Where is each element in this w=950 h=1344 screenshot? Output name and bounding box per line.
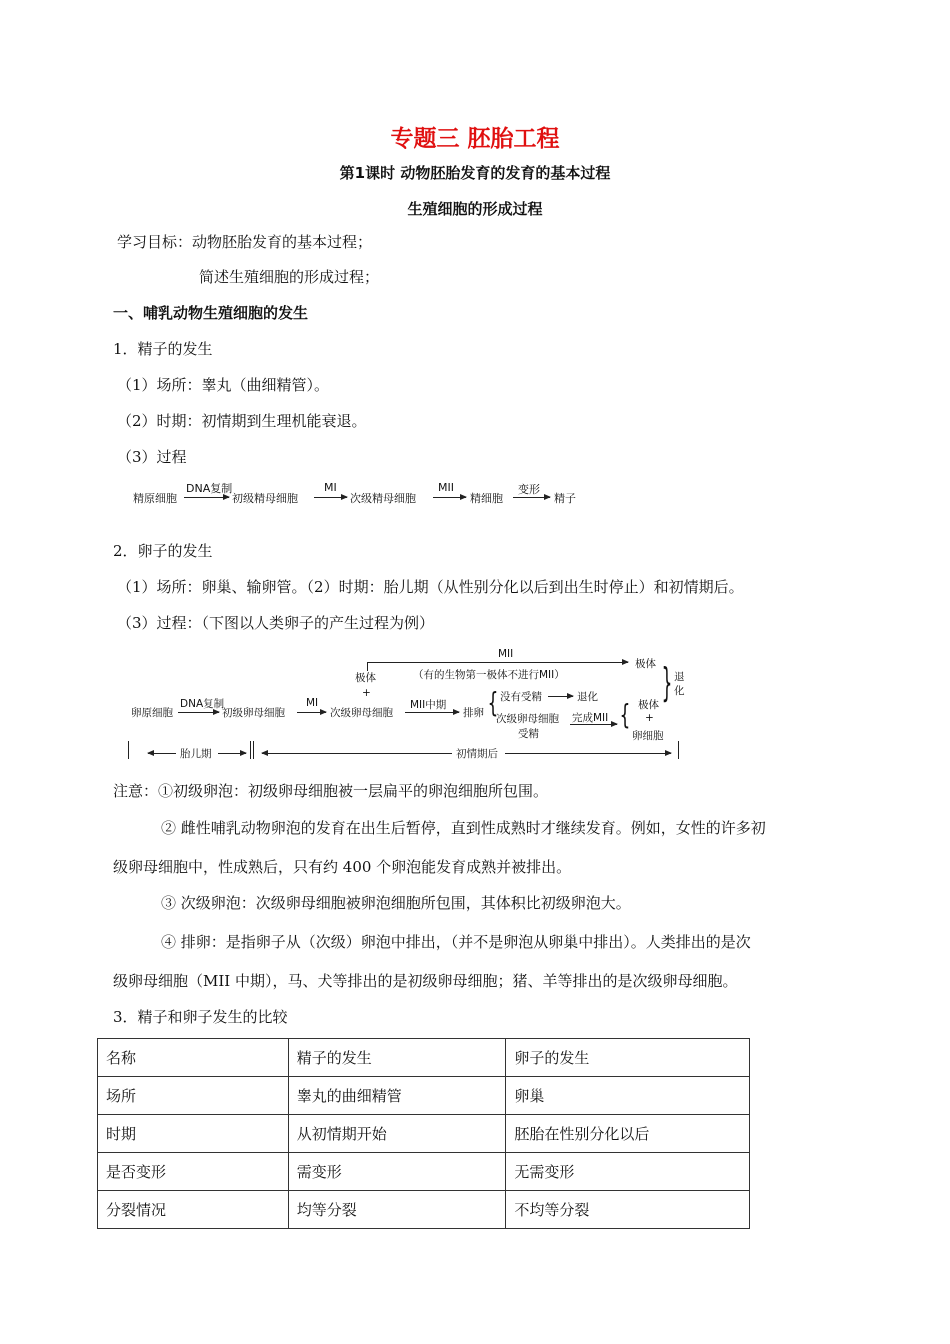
table-cell: 时期	[98, 1115, 289, 1153]
flow-node: 初级卵母细胞	[222, 707, 285, 719]
table-row	[98, 1153, 750, 1191]
flow-branch: 受精	[518, 728, 539, 740]
topic-title: 生殖细胞的形成过程	[407, 200, 543, 218]
table-cell: 睾丸的曲细精管	[288, 1077, 506, 1115]
objectives-line-1: 学习目标：动物胚胎发育的基本过程；	[117, 233, 373, 251]
timeline-arrow	[262, 753, 452, 754]
table-row	[98, 1039, 750, 1077]
sperm-process: （3）过程	[117, 448, 187, 466]
flow-node: 极体	[638, 699, 659, 711]
flow-plus: +	[362, 687, 371, 699]
table-cell: 名称	[98, 1039, 289, 1077]
flow-arrow	[548, 696, 573, 697]
timeline-tick	[128, 741, 129, 759]
timeline-puberty: 初情期后	[456, 748, 498, 760]
flow-arrow-label: MII	[438, 481, 454, 494]
flow-top-note: （有的生物第一极体不进行MII）	[413, 669, 565, 681]
note-2a: ② 雌性哺乳动物卵泡的发育在出生后暂停，直到性成熟时才继续发育。例如，女性的许多初	[161, 819, 766, 837]
flow-arrow-label: MII中期	[410, 699, 447, 711]
flow-node: 极体	[355, 672, 376, 684]
flow-degenerate-label: 退化	[674, 671, 685, 697]
flow-brace: {	[487, 686, 499, 719]
table-cell: 从初情期开始	[288, 1115, 506, 1153]
table-cell: 卵巢	[506, 1077, 750, 1115]
flow-arrow	[178, 712, 219, 713]
sperm-period: （2）时期：初情期到生理机能衰退。	[117, 412, 367, 430]
flow-arrow-label: MI	[306, 697, 319, 709]
note-2b: 级卵母细胞中，性成熟后，只有约 400 个卵泡能发育成熟并被排出。	[113, 858, 572, 876]
note-4a: ④ 排卵：是指卵子从（次级）卵泡中排出，（并不是卵泡从卵巢中排出）。人类排出的是次	[161, 933, 751, 951]
flow-arrow	[314, 497, 347, 498]
table-cell: 分裂情况	[98, 1191, 289, 1229]
page-title: 专题三 胚胎工程	[390, 126, 560, 152]
flow-node: 精原细胞	[133, 492, 177, 505]
flow-node: 精细胞	[470, 492, 503, 505]
flow-node: 极体	[635, 658, 656, 670]
table-cell: 不均等分裂	[506, 1191, 750, 1229]
egg-place-period: （1）场所：卵巢、输卵管。（2）时期：胎儿期（从性别分化以后到出生时停止）和初情期后。	[117, 578, 744, 596]
flow-arrow	[367, 662, 628, 663]
flow-node: 初级精母细胞	[232, 492, 298, 505]
flow-brace: {	[619, 698, 631, 731]
table-row	[98, 1077, 750, 1115]
egg-heading: 2．卵子的发生	[113, 542, 213, 560]
flow-branch: 次级卵母细胞	[496, 713, 559, 725]
comparison-table	[97, 1038, 750, 1229]
table-cell: 胚胎在性别分化以后	[506, 1115, 750, 1153]
flow-arrow-label: 完成MII	[572, 712, 609, 724]
flow-branch: 没有受精	[500, 691, 542, 703]
flow-node: 卵原细胞	[131, 707, 173, 719]
flow-node: 精子	[554, 492, 576, 505]
table-cell: 是否变形	[98, 1153, 289, 1191]
objectives-line-2: 简述生殖细胞的形成过程；	[199, 268, 380, 286]
table-cell: 卵子的发生	[506, 1039, 750, 1077]
timeline-arrow	[505, 753, 671, 754]
flow-top-label: MII	[498, 648, 514, 660]
timeline-arrow	[148, 753, 176, 754]
section-heading: 一、哺乳动物生殖细胞的发生	[113, 304, 309, 322]
flow-arrow-label: MI	[324, 481, 337, 494]
flow-node: 卵细胞	[632, 730, 664, 742]
egg-process: （3）过程：（下图以人类卵子的产生过程为例）	[117, 614, 435, 632]
table-row	[98, 1115, 750, 1153]
flow-arrow	[297, 712, 326, 713]
lesson-title: 第1课时 动物胚胎发育的发育的基本过程	[339, 164, 611, 182]
timeline-tick	[250, 741, 251, 759]
note-4b: 级卵母细胞（MII 中期），马、犬等排出的是初级卵母细胞；猪、羊等排出的是次级卵母细胞。	[113, 972, 738, 990]
flow-node: 退化	[577, 691, 598, 703]
sperm-place: （1）场所：睾丸（曲细精管）。	[117, 376, 330, 394]
flow-arrow-label: 变形	[518, 483, 540, 496]
timeline-fetal: 胎儿期	[180, 748, 212, 760]
table-cell: 无需变形	[506, 1153, 750, 1191]
sperm-heading: 1．精子的发生	[113, 340, 213, 358]
flow-arrow	[184, 497, 229, 498]
flow-arrow	[570, 724, 617, 725]
timeline-tick	[678, 741, 679, 759]
flow-brace: }	[661, 659, 673, 706]
table-row	[98, 1191, 750, 1229]
table-cell: 精子的发生	[288, 1039, 506, 1077]
table-cell: 需变形	[288, 1153, 506, 1191]
compare-heading: 3．精子和卵子发生的比较	[113, 1008, 288, 1026]
flow-node: 次级精母细胞	[350, 492, 416, 505]
flow-arrow-label: DNA复制	[180, 698, 225, 710]
table-cell: 场所	[98, 1077, 289, 1115]
note-1: 注意：①初级卵泡：初级卵母细胞被一层扁平的卵泡细胞所包围。	[113, 782, 549, 800]
flow-arrow	[405, 712, 459, 713]
timeline-arrow	[218, 753, 246, 754]
note-3: ③ 次级卵泡：次级卵母细胞被卵泡细胞所包围，其体积比初级卵泡大。	[161, 894, 631, 912]
flow-node: 次级卵母细胞	[330, 707, 393, 719]
table-cell: 均等分裂	[288, 1191, 506, 1229]
flow-plus: +	[645, 712, 654, 724]
timeline-tick	[253, 741, 254, 759]
flow-node: 排卵	[463, 707, 484, 719]
flow-arrow	[513, 497, 550, 498]
flow-arrow	[433, 497, 466, 498]
flow-arrow-label: DNA复制	[186, 482, 233, 495]
